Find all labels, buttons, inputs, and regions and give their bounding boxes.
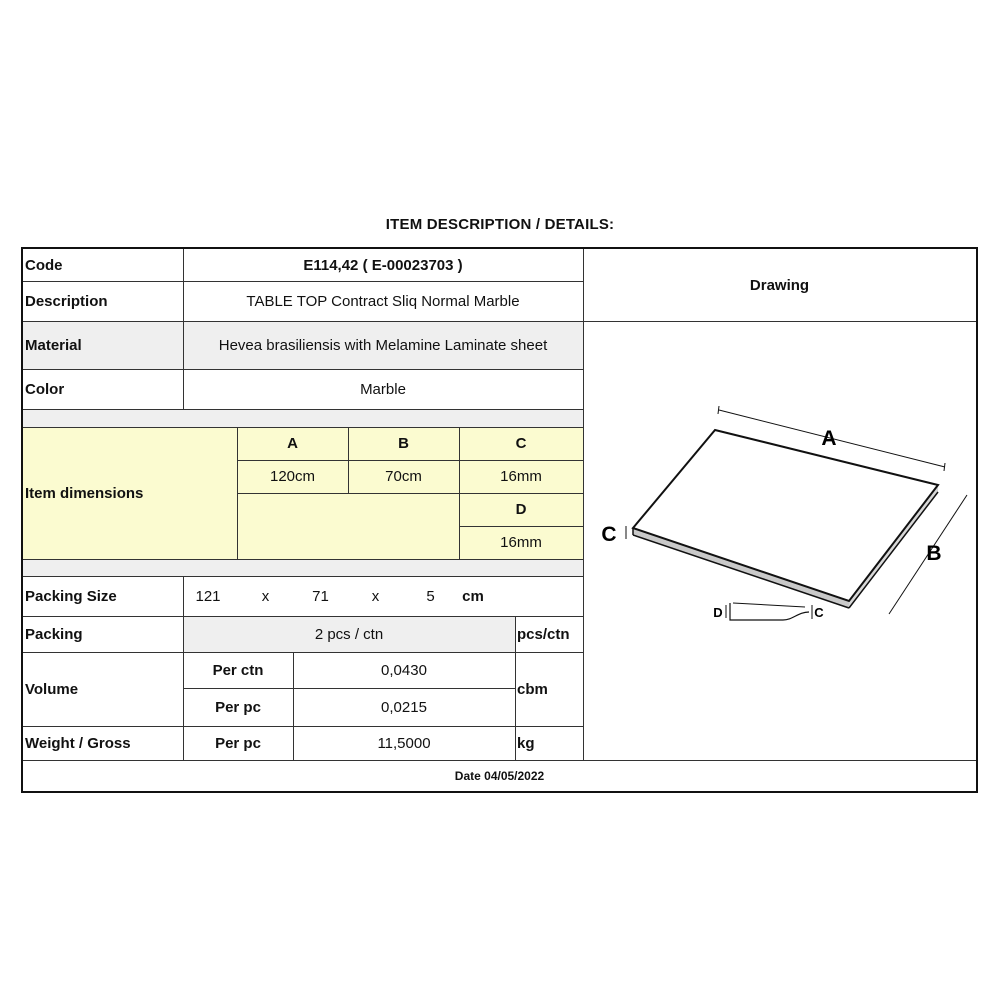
edge-profile-c-label: C — [814, 605, 824, 620]
dim-value-d: 16mm — [500, 534, 542, 551]
packing-size-x2: x — [371, 587, 380, 605]
packing-value: 2 pcs / ctn — [314, 625, 384, 643]
date-footer: Date 04/05/2022 — [454, 768, 545, 783]
spec-sheet — [21, 247, 978, 793]
grid-line — [23, 726, 583, 727]
spacer-row — [23, 409, 583, 427]
grid-line — [23, 409, 583, 410]
weight-per-pc-label: Per pc — [215, 734, 261, 752]
packing-unit: pcs/ctn — [517, 625, 570, 643]
page-title: ITEM DESCRIPTION / DETAILS: — [385, 216, 615, 233]
packing-size-unit: cm — [462, 587, 484, 605]
code-label: Code — [25, 256, 63, 274]
grid-line — [23, 369, 583, 370]
packing-size-length: 121 — [195, 587, 221, 605]
grid-line — [23, 559, 583, 560]
packing-size-label: Packing Size — [25, 587, 117, 605]
weight-label: Weight / Gross — [25, 734, 131, 752]
dim-value-a: 120cm — [269, 468, 316, 485]
grid-line — [23, 652, 583, 653]
dimension-a-tick-right — [944, 463, 945, 471]
volume-per-ctn-value: 0,0430 — [381, 661, 427, 679]
grid-line — [23, 427, 583, 428]
volume-per-pc-label: Per pc — [215, 698, 261, 716]
grid-line — [237, 427, 238, 559]
packing-label: Packing — [25, 625, 83, 643]
volume-per-pc-value: 0,0215 — [381, 698, 427, 716]
dim-header-b: B — [398, 435, 409, 452]
dim-value-c: 16mm — [500, 468, 542, 485]
volume-unit: cbm — [517, 680, 548, 698]
material-value: Hevea brasiliensis with Melamine Laminate sheet — [218, 336, 548, 354]
dimension-a-tick-left — [718, 406, 719, 414]
grid-line — [23, 281, 583, 282]
volume-per-ctn-label: Per ctn — [212, 661, 264, 679]
grid-line — [237, 493, 583, 494]
dimension-a-label: A — [821, 427, 837, 450]
weight-unit: kg — [517, 734, 535, 752]
edge-profile-d-label: D — [713, 605, 723, 620]
description-value: TABLE TOP Contract Sliq Normal Marble — [246, 292, 520, 310]
grid-line — [237, 460, 583, 461]
edge-profile-top — [733, 603, 805, 607]
material-label: Material — [25, 336, 82, 354]
table-top-surface — [633, 430, 938, 601]
packing-size-x1: x — [261, 587, 270, 605]
dimensions-label: Item dimensions — [25, 484, 144, 502]
grid-line — [183, 576, 184, 760]
dim-header-c: C — [515, 435, 527, 452]
drawing-header: Drawing — [749, 276, 810, 294]
grid-line — [293, 652, 294, 760]
table-top-drawing — [583, 321, 976, 761]
grid-line — [459, 526, 583, 527]
edge-profile-icon — [730, 603, 809, 620]
spacer-row-2 — [23, 559, 583, 576]
packing-size-width: 71 — [312, 587, 329, 605]
grid-line — [183, 249, 184, 409]
description-label: Description — [25, 292, 108, 310]
dimension-b-label: B — [926, 542, 942, 565]
code-value: E114,42 ( E-00023703 ) — [303, 256, 463, 274]
grid-line — [348, 427, 349, 493]
grid-line — [23, 321, 976, 322]
drawing-area — [583, 321, 976, 789]
grid-line — [23, 576, 583, 577]
volume-label: Volume — [25, 680, 79, 698]
grid-line — [515, 616, 516, 760]
grid-line — [183, 688, 515, 689]
color-label: Color — [25, 380, 65, 398]
grid-line — [23, 760, 976, 761]
color-value: Marble — [360, 380, 406, 398]
dimensions-empty-cell — [237, 493, 459, 559]
dim-header-a: A — [287, 435, 298, 452]
weight-value: 11,5000 — [377, 734, 431, 752]
grid-line — [459, 427, 460, 559]
dimension-c-label: C — [601, 523, 617, 546]
packing-size-height: 5 — [426, 587, 435, 605]
grid-line — [23, 616, 583, 617]
grid-line — [583, 249, 584, 760]
dim-value-b: 70cm — [385, 468, 422, 485]
dim-header-d: D — [515, 501, 527, 518]
